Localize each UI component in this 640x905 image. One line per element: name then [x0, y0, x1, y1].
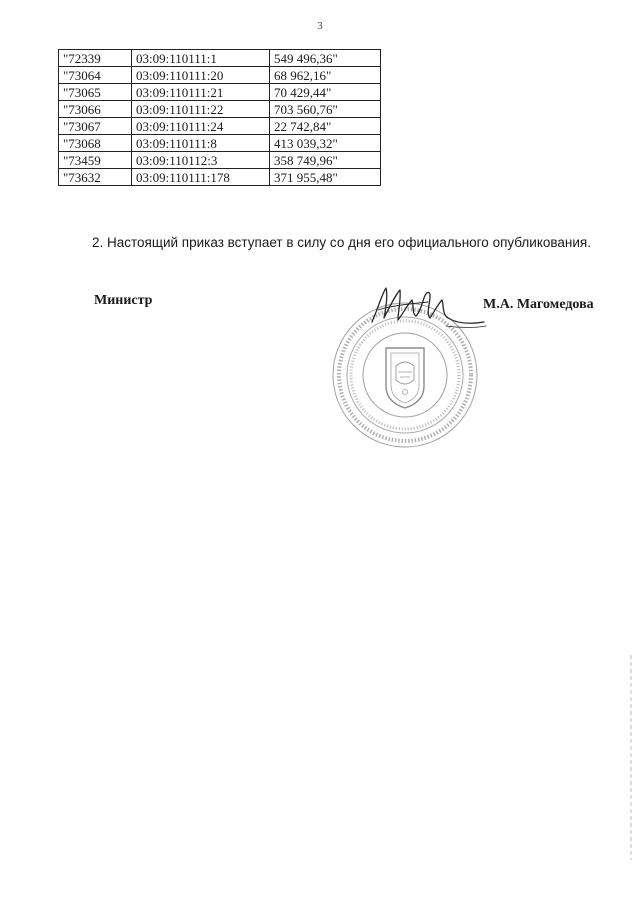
table-row: [59, 169, 381, 186]
cadastral-number-cell: 03:09:110111:1: [132, 50, 270, 67]
cadastral-value-cell: 549 496,36": [270, 50, 381, 67]
row-number-cell: "73632: [59, 169, 132, 186]
row-number-cell: "73459: [59, 152, 132, 169]
cadastral-number-cell: 03:09:110111:20: [132, 67, 270, 84]
cadastral-value-table: [58, 49, 381, 186]
cadastral-number-cell: 03:09:110111:8: [132, 135, 270, 152]
table-row: [59, 118, 381, 135]
cadastral-number-cell: 03:09:110112:3: [132, 152, 270, 169]
cadastral-number-cell: 03:09:110111:24: [132, 118, 270, 135]
cadastral-value-cell: 22 742,84": [270, 118, 381, 135]
cadastral-value-cell: 413 039,32": [270, 135, 381, 152]
table-row: [59, 84, 381, 101]
table-row: [59, 50, 381, 67]
cadastral-value-cell: 358 749,96": [270, 152, 381, 169]
clause-2-text: 2. Настоящий приказ вступает в силу со дня его официального опубликования.: [92, 235, 591, 250]
page-number: 3: [317, 20, 323, 32]
cadastral-value-cell: 70 429,44": [270, 84, 381, 101]
cadastral-value-cell: 371 955,48": [270, 169, 381, 186]
table-row: [59, 135, 381, 152]
table-row: [59, 152, 381, 169]
cadastral-value-cell: 703 560,76": [270, 101, 381, 118]
row-number-cell: "73068: [59, 135, 132, 152]
cadastral-number-cell: 03:09:110111:21: [132, 84, 270, 101]
row-number-cell: "73064: [59, 67, 132, 84]
cadastral-number-cell: 03:09:110111:178: [132, 169, 270, 186]
row-number-cell: "73066: [59, 101, 132, 118]
minister-title: Министр: [94, 293, 153, 308]
scan-edge-mark: [630, 655, 632, 860]
minister-name: М.А. Магомедова: [483, 297, 594, 312]
row-number-cell: "73065: [59, 84, 132, 101]
table-body: [59, 50, 381, 186]
minister-signature: [368, 282, 488, 332]
row-number-cell: "73067: [59, 118, 132, 135]
table-row: [59, 101, 381, 118]
row-number-cell: "72339: [59, 50, 132, 67]
cadastral-value-cell: 68 962,16": [270, 67, 381, 84]
table-row: [59, 67, 381, 84]
cadastral-number-cell: 03:09:110111:22: [132, 101, 270, 118]
